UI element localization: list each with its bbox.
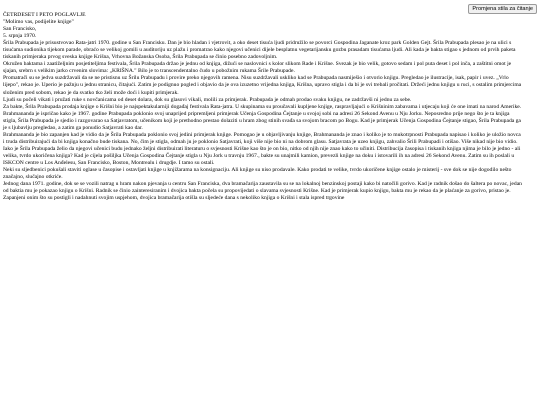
paragraph: Promatrači su se jedva suzdržavali da se ne pristisnu uz Šrilu Prabupadu i provire preko njegovih ramena. Nisu suzdržavali uskliko kad se Prabupada nasmiješio i otvorio knjigu. Pregledao je ilustracije, isak, papir i uvez. „Vrlo lijepo", rekao je. Uperio je pažnju u jednu stranicu, čitajući. Zatim je podignuo pogled i objavio da je ova izuzetno vrijedna knjiga, Krišna, upravo stigla i da bi je svi trebali pročitati. Držeći jednu knjigu u ruci, s ostalim primjercima složenim pred sobom, rekao je da svatko tko želi može doći i kupiti primjerak. <box>3 75 522 96</box>
change-reading-style-button[interactable]: Promjena stila za čitanje <box>468 4 537 14</box>
paragraph: Brahmananda je ispričao kako je 1967. godine Prabupada poklonio svoj unaprijed pripremljeni primjerak Učenja Gospodina Čejtanje u svojoj sobi na adresi 26 Sekond Avenu u Nju Jorku. Neposredno prije nego što je ta knjiga stigla, Šrila Prabupada je sjedio i razgovarao sa Satjavratom, učenikom koji je prethodno prestao dolaziti u hram zbog stinih svađa sa svojom bracom po Bogu. Kad je primjerak Učenja Gospodina Čejtanje stigao, Šrila Prabupada ga je s ljubavlju pregledao, a zatim ga ponudio Satjavrati kao dar. <box>3 110 521 131</box>
chapter-date: 5. srpnja 1970. <box>3 33 37 40</box>
chapter-quote-title: "Molimo vas, podijelite knjige" <box>3 19 74 26</box>
paragraph: Okružen baktama i zaatiželjnim posjetiteljima festivala, Šrila Prabupada držao je jednu od knjiga, dižući se naslovnici s kolor slikom Rade i Krišne. Svezak je bio velik, gotovo sedam i pol puta deset i pol inča, a zaštitni omot je sjajan, srebrn s velikim jarko crvenim slovima: „KRIŠNA." Bilo je to transcendentalno čudo u pobožnim rukama Šrile Prabupade. <box>3 61 512 75</box>
paragraph: Ljudi su počeli vikati i pružati ruke s novčanicama od deset dolara, dok su glasovi vikali, molili za primjerak. Prabupada je odmah prodao svaku knjigu, ne zadržavši ni jednu za sebe. <box>3 96 412 103</box>
paragraph: Zapanjeni onim što su postigli i nadahnuti svojim uspjehom, dvojica bramačarija otišla su sljedeće dana s nekoliko knjiga o Krišni i stala ispred trgovine <box>3 195 345 202</box>
paragraph: Jednog dana 1971. godine, dok se se vozili natrag u hram nakon pjevanja u centru San Franciska, dva bramačarija zaustavila su se na lokalnoj benzinskoj postaji kako bi natočili gorivo. Kad je radnik došao do šaltera po novac, jedan od baktia mu je pokazao knjigu o Krišni. Radnik se činio zainteresiranim i dvojica bakta počela su propovijedati o slavama svjesnosti Krišne. Kad je primjerak kupio knjigu, bakta mu je rekao da je plaćanje za gorivo, pristao je. <box>3 181 522 195</box>
paragraph: Šrila Prabupada je prisustvovao Rata-jatri 1970. godine u San Francisku. Dan je bio hladan i vjetrovit, a oko deset tisuća ljudi pridružilo se povorci Gospodina Jaganate kroz park Golden Gejt. Šrila Prabupada plesao je na ulici s tisućama sudionika tijekom parade, obraćo se velikoj gomili u auditoriju uz plažu i promatrao kako njegovi učenici dijele besplatnu vegetarijansku gozbu prasadam tisućama ljudi. Ali kada je bakta stigao s jednom od prvih paketa tiskanih primjeraka prvog sveska knjige Krišna, Vrhovna Božanska Osoba, Šrila Prabupada se činio posebno zadovoljnim. <box>3 40 516 61</box>
paragraph: Neki su sljedbenici pokušali staviti oglase u časopise i ostavljati knjige u knjižarama na konsignaciju. Ali knjige su niso prodavale. Kako prodati te velike, tvrdo ukoričene knjige ostalo je misterij - sve dok se nije dogodilo nešto značajno, slučajno otkriće. <box>3 167 512 181</box>
paragraph: Iako je Šrila Prabupada želio da njegovi učenici budu jednako željni distribuirati literaturu o svjesnosti Krišne kao što je on bio, nitko od njih nije znao kako to učiniti. Distribucija časopisa i tiskanih knjiga njima je bilo je jedno - ali velika, tvrdo ukoričena knjiga? Kad je cijela pošiljka Učenja Gospodina Čejtanje stigla u Nju Jork u travnju 1967., bakte su unajmili kamion, prevezli knjige na doku i istovarili ih na adresi 26 Sekond Avenu. Zatim su ih poslali u ISKCON centre u Los Anđelesu, San Francisko, Boston, Montrealu i drugdje. I tamo su ostali. <box>3 145 521 166</box>
paragraph: Za bakte, Šrila Prabupada prodaja knjige o Krišni bio je najspektakularniji događaj festivala Rata-jatra. U skupinama su proučavali kupljene knjige, raspravljajući o Krišninim zabavama i utjecaju koji će one imati na narod Amerike. <box>3 103 522 110</box>
chapter-heading: ČETRDESET I PETO POGLAVLJE <box>3 12 86 18</box>
chapter-header <box>3 12 523 40</box>
paragraph: Brahmananda je bio zapanjen kad je vidio da je Šrila Prabupada poklonio svoj jedini primjerak knjige. Pomogao je u objavljivanju knjige, Brahmananda je znao i koliko je to mukotrpnosti Prabupada napisao i koliko je uložio novca i truda distribuirajući da bi knjiga konačno bude tiskana. No, čim je stigla, odmah ju je poklonio Satjavrati, koji više nije bio ni na dobrom glasu. Satjavrata je uzeo knjigu, zahvalio Šrili Prabupadi i otišao. Više nikad nije bio vidio. <box>3 131 521 145</box>
article-body <box>3 12 523 202</box>
chapter-place: San Francisko, <box>3 26 37 33</box>
